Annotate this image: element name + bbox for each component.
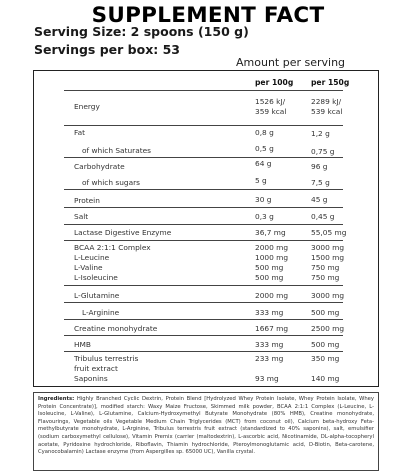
row-value-150g: 2500 mg bbox=[311, 324, 345, 333]
row-value-150g: 500 mg bbox=[311, 340, 340, 349]
row-value-100g: 0,3 g bbox=[255, 212, 274, 221]
row-label: Carbohydrate bbox=[74, 162, 125, 171]
row-label: Tribulus terrestris fruit extract Saponins bbox=[74, 354, 139, 383]
row-value-150g: 45 g bbox=[311, 195, 328, 204]
nutrition-table bbox=[33, 70, 379, 387]
row-label: HMB bbox=[74, 340, 92, 349]
row-value-150g: 55,05 mg bbox=[311, 228, 347, 237]
row-label: Energy bbox=[74, 102, 100, 111]
row-value-100g: 36,7 mg bbox=[255, 228, 286, 237]
row-label: Salt bbox=[74, 212, 89, 221]
page-title: SUPPLEMENT FACT bbox=[91, 3, 325, 28]
row-value-150g: 0,75 g bbox=[311, 147, 335, 156]
row-label: Fat bbox=[74, 128, 85, 137]
row-label: L-Glutamine bbox=[74, 291, 120, 300]
servings-per-box: Servings per box: 53 bbox=[34, 42, 181, 57]
amount-per-serving-heading: Amount per serving bbox=[236, 56, 346, 69]
row-value-150g: 2289 kJ/ 539 kcal bbox=[311, 97, 343, 116]
row-label: L-Arginine bbox=[82, 308, 120, 317]
row-value-100g: 0,5 g bbox=[255, 144, 274, 153]
row-label: Protein bbox=[74, 196, 100, 205]
ingredients-box bbox=[33, 392, 379, 471]
ingredients-label: Ingredients: bbox=[38, 396, 75, 402]
row-value-100g: 30 g bbox=[255, 195, 272, 204]
row-value-150g: 3000 mg bbox=[311, 291, 345, 300]
row-label: of which Saturates bbox=[82, 146, 152, 155]
row-label: of which sugars bbox=[82, 178, 140, 187]
row-value-150g: 500 mg bbox=[311, 308, 340, 317]
row-value-100g: 1667 mg bbox=[255, 324, 289, 333]
serving-size: Serving Size: 2 spoons (150 g) bbox=[34, 24, 249, 39]
row-value-150g: 3000 mg 1500 mg 750 mg 750 mg bbox=[311, 243, 345, 282]
row-value-100g: 1526 kJ/ 359 kcal bbox=[255, 97, 287, 116]
column-header-per-150g: per 150g bbox=[311, 78, 350, 87]
row-value-100g: 64 g bbox=[255, 159, 272, 168]
row-label: Creatine monohydrate bbox=[74, 324, 158, 333]
row-value-150g: 7,5 g bbox=[311, 178, 330, 187]
row-value-100g: 333 mg bbox=[255, 340, 284, 349]
ingredients-text: Highly Branched Cyclic Dextrin, Protein Blend [Hydrolyzed Whey Protein Isolate, Whey Protein Isolate, Whey Protein Concentrate)], modified starch: Waxy Maize Fructose, Skimmed milk powder, BCAA 2:1:1 Complex (L-Leucine, L-Isoleucine, L-Valine), L-Glutamine, Calcium-Hydroxymethyl Butyrate Monohydrate (80% HMB), Creatine monohydrate, Flavourings, Vegetable oils Vegetable Medium Chain Triglycerides (MCT) from coconut oil), Calcium beta-hydroxy Feta-methylbutyrate monohydrate, L-Arginine, Tribulus terrestris fruit extract (standardized to 40% saponins), salt, emulsifier (sodium carboxymethyl cellulose), Vitamin Premix (carrier (maltodextrin), L-ascorbic acid, Nicotinamide, DL-alpha-tocopheryl acetate, Pyridoxine hydrochloride, Riboflavin, Thiamin hydrochloride, Pteroylmonoglutamic acid, D-Biotin, Beta-carotene, Cyanocobalamin) Lactase enzyme (from Aspergilles sp. 65000 UC), Vanilla crystal. bbox=[38, 396, 374, 456]
row-value-150g: 1,2 g bbox=[311, 129, 330, 138]
row-value-150g: 0,45 g bbox=[311, 212, 335, 221]
row-value-150g: 350 mg 140 mg bbox=[311, 354, 340, 383]
row-value-100g: 0,8 g bbox=[255, 128, 274, 137]
row-value-100g: 2000 mg 1000 mg 500 mg 500 mg bbox=[255, 243, 289, 282]
row-value-100g: 5 g bbox=[255, 176, 267, 185]
row-label: BCAA 2:1:1 Complex L-Leucine L-Valine L-Isoleucine bbox=[74, 243, 151, 282]
row-value-150g: 96 g bbox=[311, 162, 328, 171]
row-value-100g: 2000 mg bbox=[255, 291, 289, 300]
row-label: Lactase Digestive Enzyme bbox=[74, 228, 172, 237]
row-value-100g: 333 mg bbox=[255, 308, 284, 317]
row-value-100g: 233 mg 93 mg bbox=[255, 354, 284, 383]
column-header-per-100g: per 100g bbox=[255, 78, 294, 87]
